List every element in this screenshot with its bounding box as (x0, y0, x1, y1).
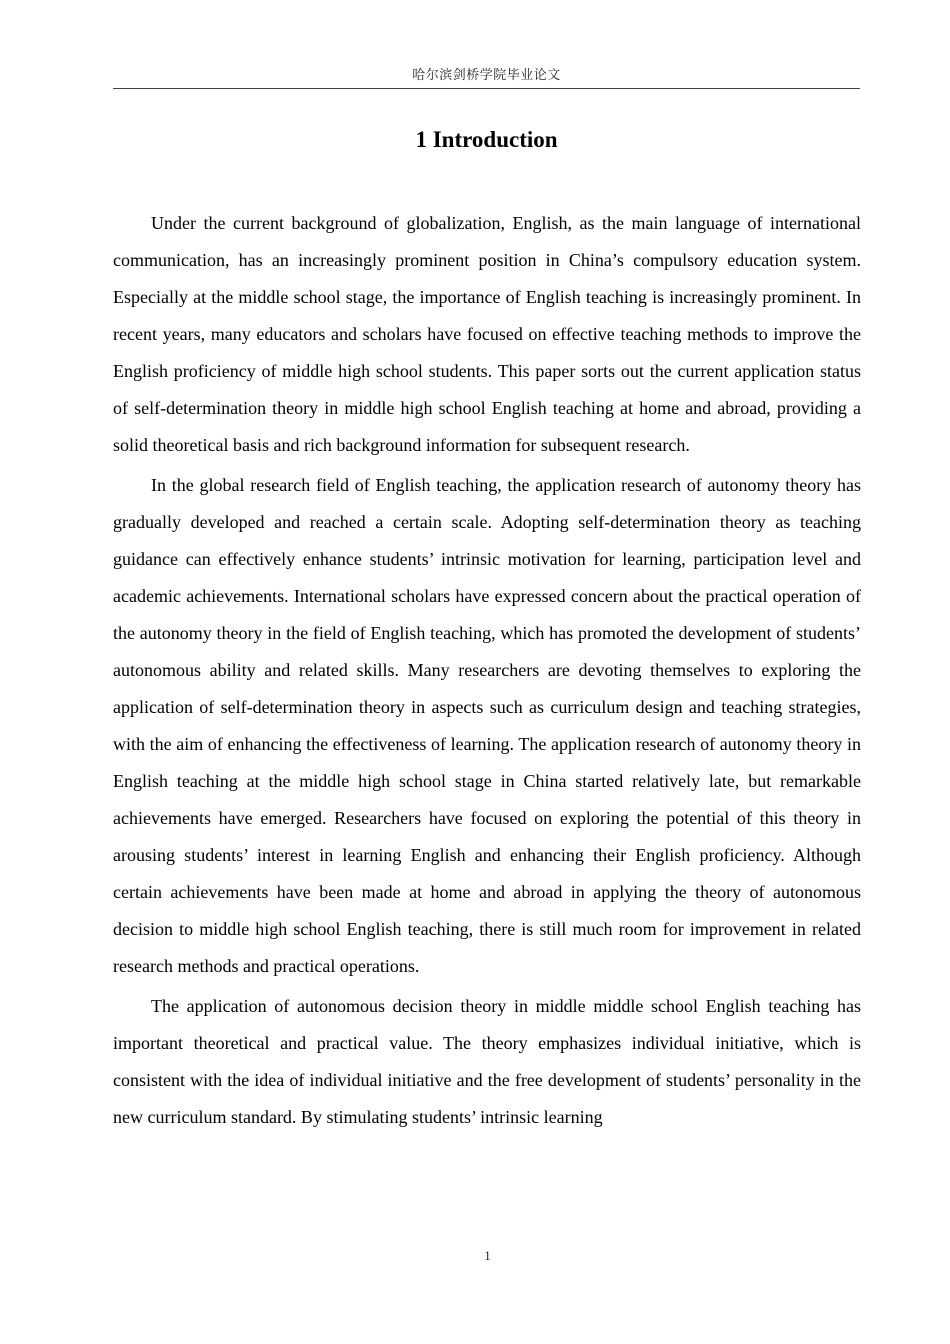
paragraph-2: In the global research field of English teaching, the application research of autonomy theory has gradually developed and reached a certain scale. Adopting self-determination theory as teaching guidance can effectively enhance students’ intrinsic motivation for learning, participation level and academic achievements. International scholars have expressed concern about the practical operation of the autonomy theory in the field of English teaching, which has promoted the development of students’ autonomous ability and related skills. Many researchers are devoting themselves to exploring the application of self-determination theory in aspects such as curriculum design and teaching strategies, with the aim of enhancing the effectiveness of learning. The application research of autonomy theory in English teaching at the middle high school stage in China started relatively late, but remarkable achievements have emerged. Researchers have focused on exploring the potential of this theory in arousing students’ interest in learning English and enhancing their English proficiency. Although certain achievements have been made at home and abroad in applying the theory of autonomous decision to middle high school English teaching, there is still much room for improvement in related research methods and practical operations. (113, 475, 861, 976)
page-number: 1 (484, 1248, 491, 1263)
header-rule (113, 88, 860, 89)
chapter-title (113, 124, 860, 156)
body-text (113, 205, 861, 1139)
paragraph-1: Under the current background of globalization, English, as the main language of international communication, has an increasingly prominent position in China’s compulsory education system. Especially at the middle school stage, the importance of English teaching is increasingly prominent. In recent years, many educators and scholars have focused on effective teaching methods to improve the English proficiency of middle high school students. This paper sorts out the current application status of self-determination theory in middle high school English teaching at home and abroad, providing a solid theoretical basis and rich background information for subsequent research. (113, 213, 861, 455)
running-header: 哈尔滨剑桥学院毕业论文 (412, 68, 561, 83)
chapter-title-text: Introduction (432, 127, 558, 152)
paragraph-3: The application of autonomous decision theory in middle middle school English teaching has important theoretical and practical value. The theory emphasizes individual initiative, which is consistent with the idea of individual initiative and the free development of students’ personality in the new curriculum standard. By stimulating students’ intrinsic learning (113, 996, 861, 1127)
chapter-number: 1 (415, 127, 427, 152)
